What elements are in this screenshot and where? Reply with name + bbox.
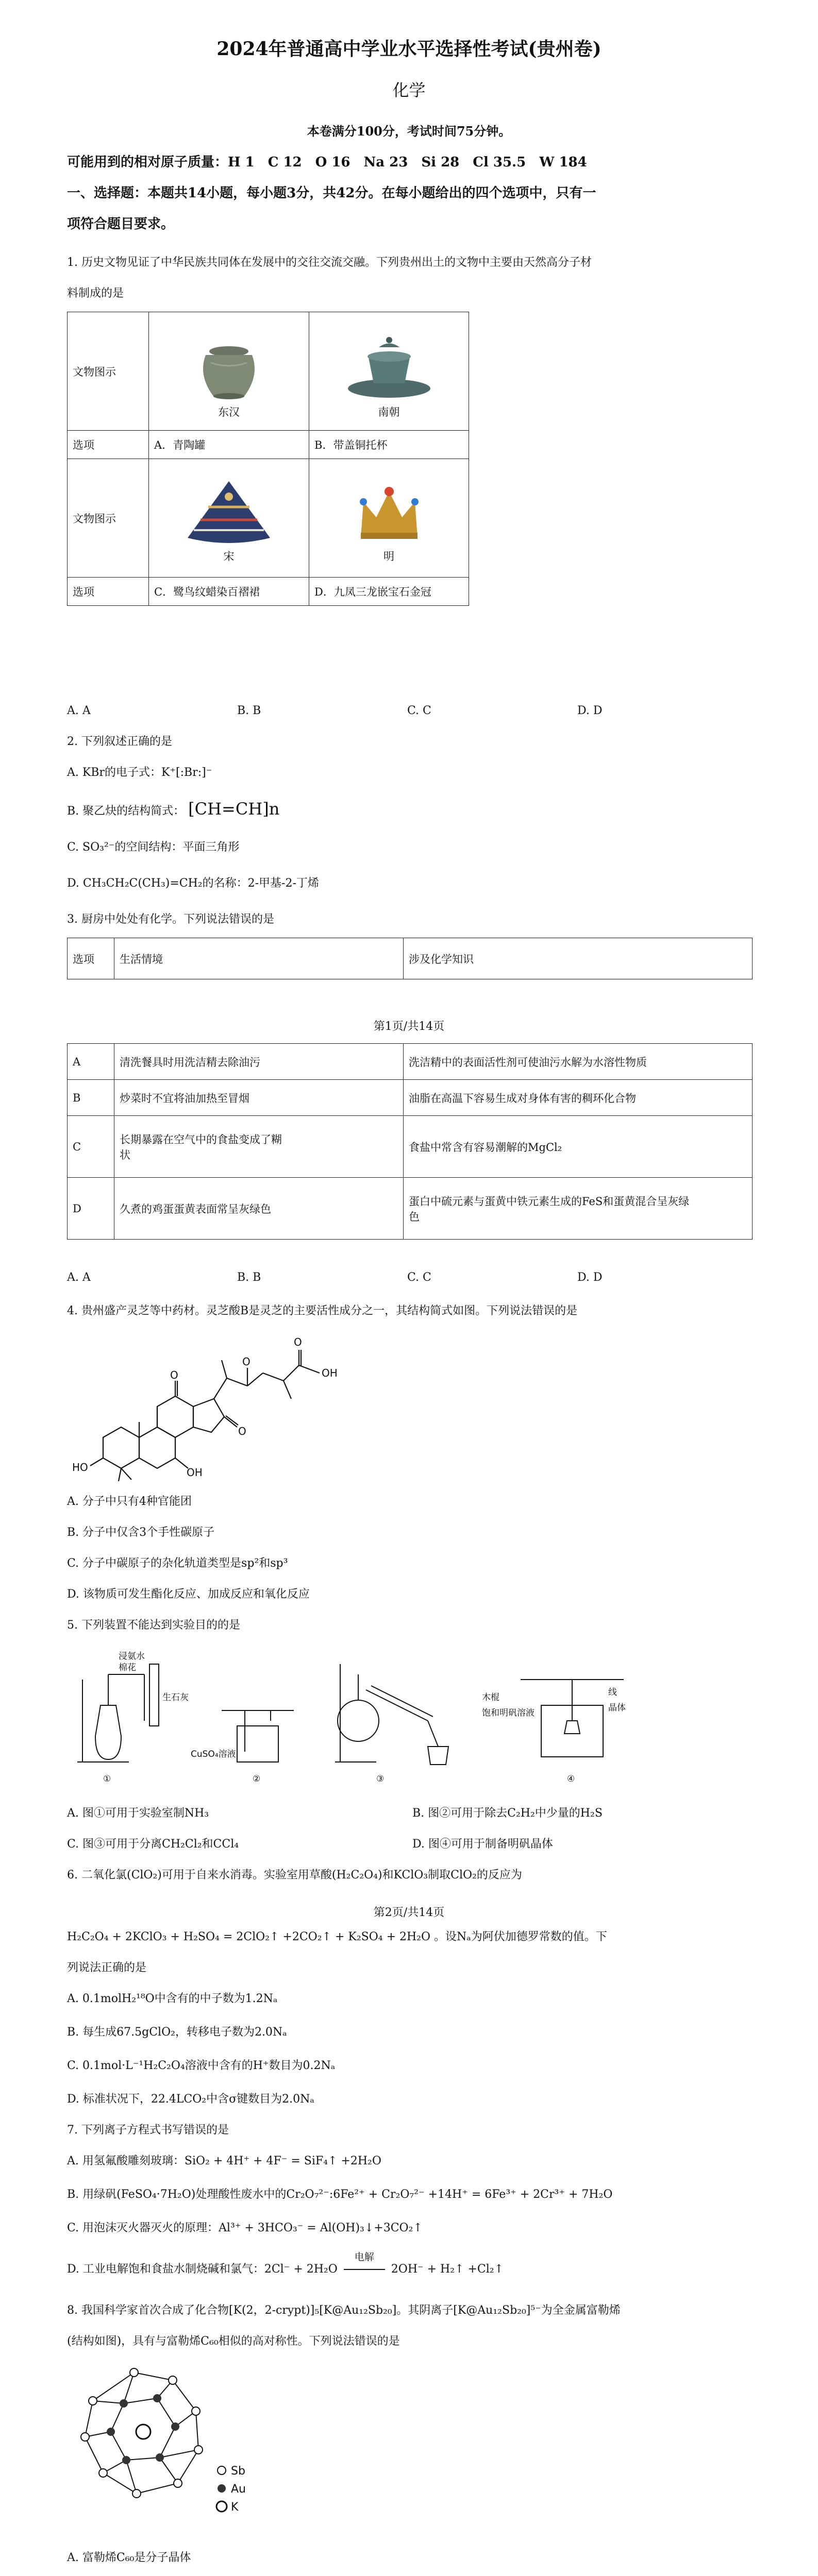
caption-c: 宋 bbox=[223, 550, 235, 563]
q3-table bbox=[67, 1043, 753, 1240]
num-2: ② bbox=[253, 1774, 261, 1784]
q3-header-life: 生活情境 bbox=[114, 938, 404, 979]
label-cuso4: CuSO₄溶液 bbox=[191, 1749, 236, 1759]
q2-option-c: C. SO₃²⁻的空间结构：平面三角形 bbox=[67, 841, 240, 854]
electrolysis-label: 电解 bbox=[354, 2251, 374, 2263]
section1-instructions-cont: 项符合题目要求。 bbox=[67, 216, 175, 232]
q3-row-d-chem bbox=[404, 1178, 753, 1240]
label-cotton: 棉花 bbox=[119, 1663, 136, 1673]
q4-option-d: D. 该物质可发生酯化反应、加成反应和氧化反应 bbox=[67, 1588, 310, 1601]
q1-option-a: A．青陶罐 bbox=[149, 431, 309, 459]
label-quicklime: 生石灰 bbox=[162, 1692, 189, 1703]
q8-stem-cont: (结构如图)，具有与富勒烯C₆₀相似的高对称性。下列说法错误的是 bbox=[67, 2335, 400, 2348]
q8-option-a: A. 富勒烯C₆₀是分子晶体 bbox=[67, 2551, 191, 2564]
q1-row-label-2: 文物图示 bbox=[68, 459, 149, 578]
q4-option-b: B. 分子中仅含3个手性碳原子 bbox=[67, 1526, 215, 1539]
structure-diagram bbox=[72, 1329, 340, 1484]
q1-image-c bbox=[149, 459, 309, 578]
q4-option-c: C. 分子中碳原子的杂化轨道类型是sp²和sp³ bbox=[67, 1557, 288, 1570]
q6-option-c: C. 0.1mol·L⁻¹H₂C₂O₄溶液中含有的H⁺数目为0.2Nₐ bbox=[67, 2059, 336, 2072]
q5-option-b: B. 图②可用于除去C₂H₂中少量的H₂S bbox=[412, 1807, 603, 1820]
q3-row-d-chem-line1: 蛋白中硫元素与蛋黄中铁元素生成的FeS和蛋黄混合呈灰绿 bbox=[409, 1195, 690, 1208]
q5-stem: 5. 下列装置不能达到实验目的的是 bbox=[67, 1619, 240, 1632]
pottery-jar-image bbox=[190, 327, 268, 404]
choice-b[interactable]: B. B bbox=[237, 1271, 261, 1284]
q3-header-chem: 涉及化学知识 bbox=[404, 938, 753, 979]
batik-skirt-image bbox=[177, 476, 280, 548]
ring-o-label: O bbox=[238, 1425, 246, 1437]
label-ammonia: 浸氨水 bbox=[119, 1651, 145, 1662]
q1-option-b: B．带盖铜托杯 bbox=[309, 431, 469, 459]
q1-table bbox=[67, 312, 469, 606]
q3-row-a-life: 清洗餐具时用洗洁精去除油污 bbox=[114, 1044, 404, 1080]
choice-b[interactable]: B. B bbox=[237, 704, 261, 717]
choice-d[interactable]: D. D bbox=[577, 1271, 603, 1284]
num-4: ④ bbox=[567, 1774, 575, 1784]
choice-a[interactable]: A. A bbox=[67, 704, 91, 717]
q2-option-b-text: B. 聚乙炔的结构简式： bbox=[67, 805, 185, 818]
q7-option-d-post: 2OH⁻ + H₂↑ +Cl₂↑ bbox=[391, 2263, 504, 2276]
q1-image-b bbox=[309, 312, 469, 431]
electrolysis-arrow bbox=[341, 2251, 388, 2277]
q3-row-c-life-line1: 长期暴露在空气中的食盐变成了糊 bbox=[120, 1133, 282, 1146]
acid-oh-label: OH bbox=[322, 1367, 338, 1379]
ho-label: HO bbox=[72, 1461, 88, 1473]
q3-header-option: 选项 bbox=[68, 938, 114, 979]
atomic-mass-line: 可能用到的相对原子质量：H 1 C 12 O 16 Na 23 Si 28 Cl 35.5 W 184 bbox=[67, 155, 587, 170]
q7-option-c: C. 用泡沫灭火器灭火的原理：Al³⁺ + 3HCO₃⁻ = Al(OH)₃↓+3CO₂↑ bbox=[67, 2222, 423, 2234]
q3-row-d-chem-line2: 色 bbox=[409, 1210, 420, 1223]
q2-option-a: A. KBr的电子式：K⁺[:Br:]⁻ bbox=[67, 766, 212, 779]
q5-option-a: A. 图①可用于实验室制NH₃ bbox=[67, 1807, 209, 1820]
legend-k: K bbox=[231, 2501, 239, 2514]
q6-stem-cont: 列说法正确的是 bbox=[67, 1961, 147, 1974]
page-mark-2: 第2页/共14页 bbox=[373, 1906, 445, 1919]
label-stick: 木棍 bbox=[482, 1692, 499, 1703]
apparatus-diagram bbox=[67, 1643, 634, 1788]
q7-option-a: A. 用氢氟酸雕刻玻璃：SiO₂ + 4H⁺ + 4F⁻ = SiF₄↑ +2H₂O bbox=[67, 2155, 381, 2167]
q5-option-d: D. 图④可用于制备明矾晶体 bbox=[412, 1838, 553, 1851]
q3-row-c-life bbox=[114, 1116, 404, 1178]
q6-stem: 6. 二氧化氯(ClO₂)可用于自来水消毒。实验室用草酸(H₂C₂O₄)和KClO₃制取ClO₂的反应为 bbox=[67, 1869, 522, 1882]
polyacetylene-formula: [CH=CH]n bbox=[188, 799, 280, 819]
q1-option-label-2: 选项 bbox=[68, 578, 149, 606]
q3-row-c-option: C bbox=[68, 1116, 114, 1178]
gold-crown-image bbox=[350, 476, 428, 548]
label-thread: 线 bbox=[608, 1687, 617, 1698]
q1-row-label: 文物图示 bbox=[68, 312, 149, 431]
label-alum: 饱和明矾溶液 bbox=[482, 1708, 535, 1718]
q5-apparatus bbox=[67, 1643, 634, 1788]
num-1: ① bbox=[103, 1774, 111, 1784]
q3-choices bbox=[67, 1270, 747, 1285]
q1-image-a bbox=[149, 312, 309, 431]
q7-stem: 7. 下列离子方程式书写错误的是 bbox=[67, 2124, 229, 2137]
q1-choices bbox=[67, 703, 747, 719]
q3-row-b-life: 炒菜时不宜将油加热至冒烟 bbox=[114, 1080, 404, 1116]
caption-d: 明 bbox=[383, 550, 394, 563]
exam-title: 2024年普通高中学业水平选择性考试(贵州卷) bbox=[216, 38, 602, 60]
q7-option-d bbox=[67, 2251, 504, 2277]
q7-option-d-pre: D. 工业电解饱和食盐水制烧碱和氯气：2Cl⁻ + 2H₂O bbox=[67, 2263, 338, 2276]
q4-option-a: A. 分子中只有4种官能团 bbox=[67, 1495, 192, 1508]
exam-info: 本卷满分100分，考试时间75分钟。 bbox=[307, 124, 511, 139]
label-crystal: 晶体 bbox=[608, 1703, 626, 1713]
ring-ketone-o-label: O bbox=[170, 1369, 178, 1381]
caption-b: 南朝 bbox=[378, 405, 400, 418]
q3-row-d-option: D bbox=[68, 1178, 114, 1240]
q3-row-d-life: 久煮的鸡蛋蛋黄表面常呈灰绿色 bbox=[114, 1178, 404, 1240]
q3-row-a-option: A bbox=[68, 1044, 114, 1080]
subject-title: 化学 bbox=[392, 80, 426, 100]
q1-option-label: 选项 bbox=[68, 431, 149, 459]
legend-au: Au bbox=[231, 2483, 246, 2496]
q3-row-b-chem: 油脂在高温下容易生成对身体有害的稠环化合物 bbox=[404, 1080, 753, 1116]
carbonyl-o-label: O bbox=[294, 1336, 302, 1348]
q1-stem: 1. 历史文物见证了中华民族共同体在发展中的交往交流交融。下列贵州出土的文物中主要由天然高分子材 bbox=[67, 256, 592, 269]
q1-option-d: D．九凤三龙嵌宝石金冠 bbox=[309, 578, 469, 606]
choice-d[interactable]: D. D bbox=[577, 704, 603, 717]
q1-option-c: C．鹭鸟纹蜡染百褶裙 bbox=[149, 578, 309, 606]
bronze-cup-image bbox=[340, 327, 438, 404]
fullerene-diagram bbox=[67, 2362, 263, 2532]
choice-c[interactable]: C. C bbox=[407, 704, 431, 717]
caption-a: 东汉 bbox=[218, 405, 240, 418]
q1-stem-cont: 料制成的是 bbox=[67, 287, 124, 300]
ketone-o-label: O bbox=[242, 1355, 251, 1368]
q3-stem: 3. 厨房中处处有化学。下列说法错误的是 bbox=[67, 913, 274, 926]
fullerene-structure bbox=[67, 2362, 263, 2534]
ganoderic-acid-structure bbox=[72, 1329, 340, 1484]
section1-instructions: 一、选择题：本题共14小题，每小题3分，共42分。在每小题给出的四个选项中，只有一 bbox=[67, 185, 596, 201]
q6-option-d: D. 标准状况下，22.4LCO₂中含σ键数目为2.0Nₐ bbox=[67, 2093, 314, 2106]
q3-row-a-chem: 洗洁精中的表面活性剂可使油污水解为水溶性物质 bbox=[404, 1044, 753, 1080]
q6-option-b: B. 每生成67.5gClO₂，转移电子数为2.0Nₐ bbox=[67, 2026, 287, 2039]
oh-label: OH bbox=[187, 1466, 203, 1479]
q6-stem-equation: H₂C₂O₄ + 2KClO₃ + H₂SO₄ = 2ClO₂↑ +2CO₂↑ + K₂SO₄ + 2H₂O 。设Nₐ为阿伏加德罗常数的值。下 bbox=[67, 1930, 607, 1943]
q2-stem: 2. 下列叙述正确的是 bbox=[67, 735, 172, 748]
q2-option-b bbox=[67, 801, 279, 819]
choice-a[interactable]: A. A bbox=[67, 1271, 91, 1284]
q3-row-c-chem: 食盐中常含有容易潮解的MgCl₂ bbox=[404, 1116, 753, 1178]
q8-stem: 8. 我国科学家首次合成了化合物[K(2，2-crypt)]₅[K@Au₁₂Sb₂₀]。其阴离子[K@Au₁₂Sb₂₀]⁵⁻为全金属富勒烯 bbox=[67, 2304, 621, 2317]
q5-option-c: C. 图③可用于分离CH₂Cl₂和CCl₄ bbox=[67, 1838, 239, 1851]
q3-table-header bbox=[67, 938, 753, 979]
q6-option-a: A. 0.1molH₂¹⁸O中含有的中子数为1.2Nₐ bbox=[67, 1992, 278, 2005]
q3-row-c-life-line2: 状 bbox=[120, 1148, 130, 1161]
num-3: ③ bbox=[376, 1774, 385, 1784]
q1-image-d bbox=[309, 459, 469, 578]
legend-sb: Sb bbox=[231, 2465, 245, 2478]
q4-stem: 4. 贵州盛产灵芝等中药材。灵芝酸B是灵芝的主要活性成分之一，其结构简式如图。下列说法错误的是 bbox=[67, 1304, 578, 1317]
page-mark-1: 第1页/共14页 bbox=[373, 1020, 445, 1033]
q2-option-d: D. CH₃CH₂C(CH₃)=CH₂的名称：2-甲基-2-丁烯 bbox=[67, 877, 319, 890]
q7-option-b: B. 用绿矾(FeSO₄·7H₂O)处理酸性废水中的Cr₂O₇²⁻:6Fe²⁺ + Cr₂O₇²⁻ +14H⁺ = 6Fe³⁺ + 2Cr³⁺ + 7H₂O bbox=[67, 2188, 613, 2201]
choice-c[interactable]: C. C bbox=[407, 1271, 431, 1284]
q3-row-b-option: B bbox=[68, 1080, 114, 1116]
